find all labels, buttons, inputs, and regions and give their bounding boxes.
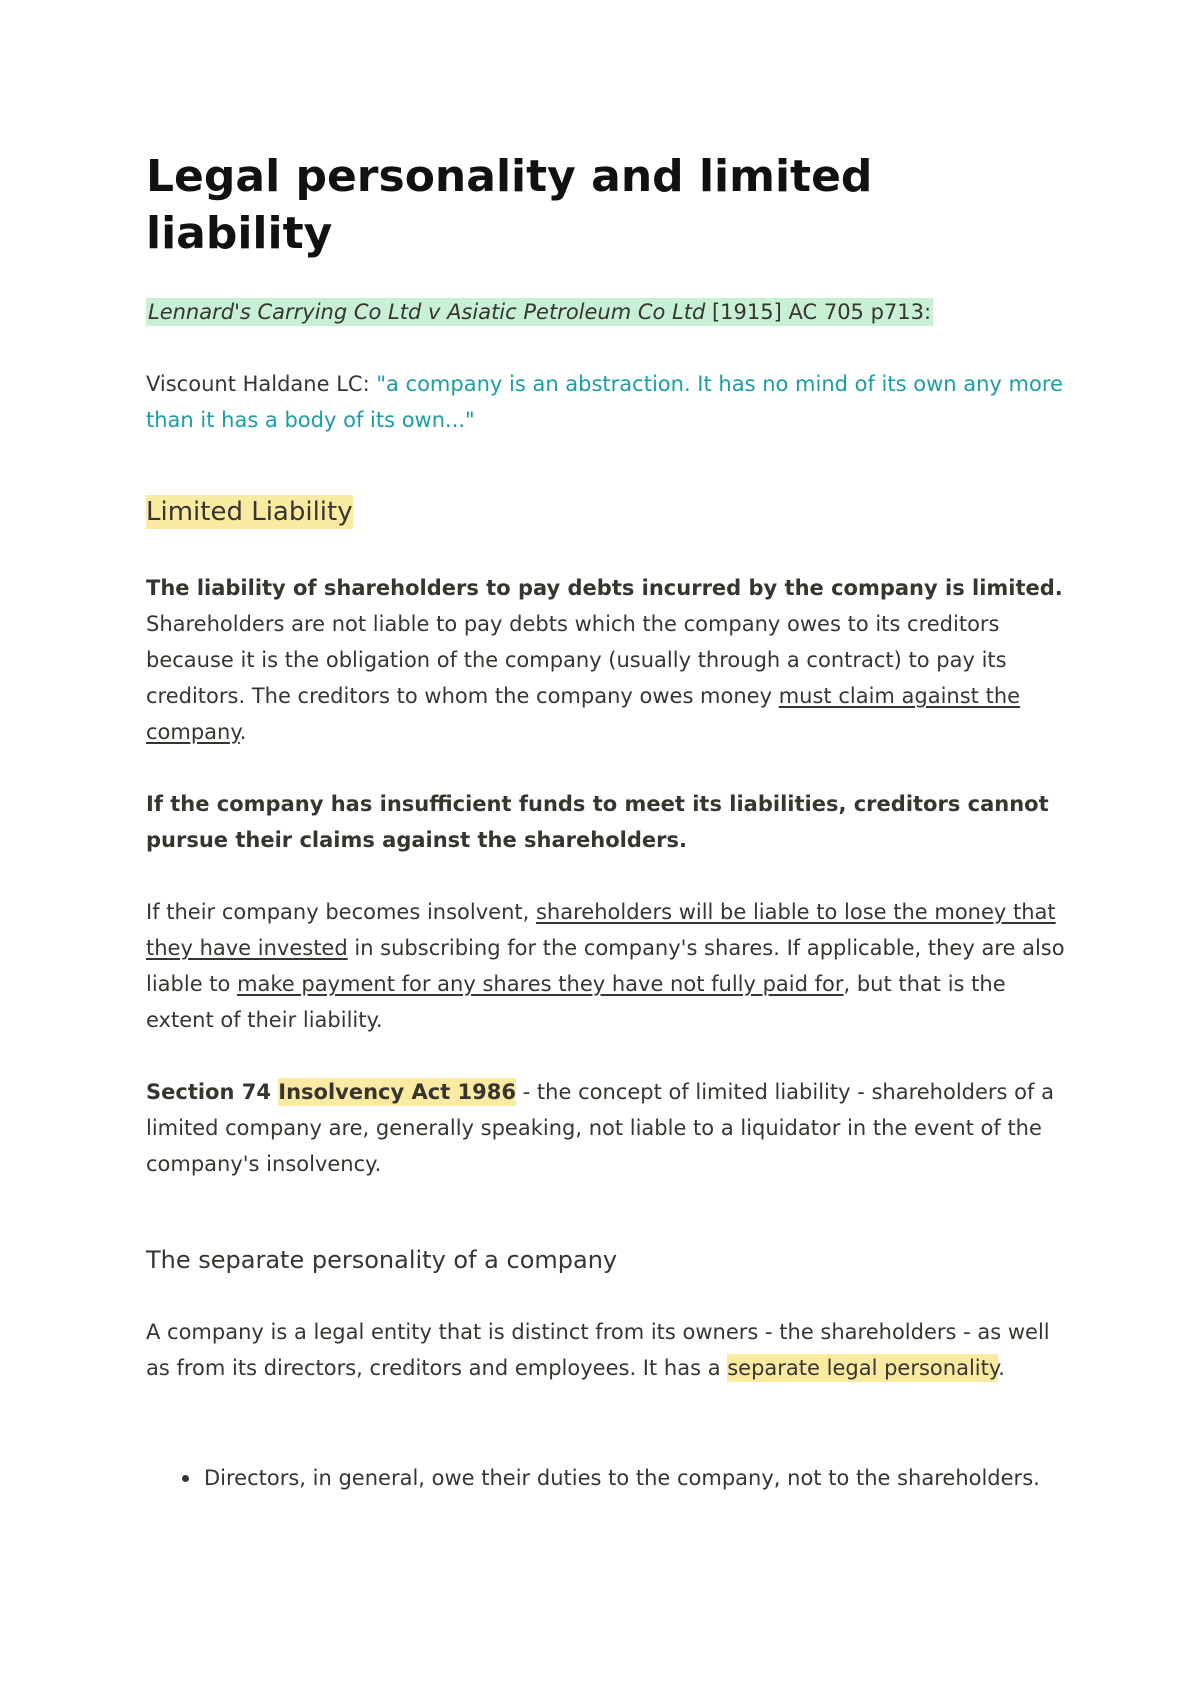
page-title: Legal personality and limited liability <box>146 151 873 259</box>
limited-p3-mid: in subscribing for the company's shares. If applicable, they are also liable to <box>146 936 1065 996</box>
list-item-text: Directors, in general, owe their duties to the company, not to the shareholders. <box>204 1466 1040 1490</box>
list-item <box>146 1460 1066 1496</box>
separate-p1-highlight: separate legal personality <box>727 1356 999 1380</box>
case-name: Lennard's Carrying Co Ltd v Asiatic Petroleum Co Ltd <box>148 300 706 324</box>
case-reference: [1915] AC 705 p713: <box>705 300 932 324</box>
limited-p4-text: - the concept of limited liability - shareholders of a limited company are, generally speaking, not liable to a liquidator in the event of the company's insolvency. <box>146 1080 1054 1176</box>
quote-text: "a company is an abstraction. It has no mind of its own any more than it has a body of its own..." <box>146 372 1063 432</box>
case-citation <box>146 294 1066 330</box>
limited-p4-highlight: Insolvency Act 1986 <box>278 1080 516 1104</box>
limited-p1-text: Shareholders are not liable to pay debts which the company owes to its creditors because it is the obligation of the company (usually through a contract) to pay its creditors. The creditors to whom the company owes money <box>146 612 1007 708</box>
limited-p1-end: . <box>239 720 247 744</box>
separate-p1-end: . <box>998 1356 1005 1380</box>
case-highlight <box>146 298 933 326</box>
limited-paragraph-4 <box>146 1074 1066 1182</box>
limited-paragraph-1 <box>146 570 1066 750</box>
limited-p1-underline: must claim against the company <box>146 684 1021 744</box>
separate-bullet-list <box>146 1460 1066 1496</box>
limited-p3-end: , but that is the extent of their liability. <box>146 972 1006 1032</box>
limited-p4-bold: Section 74 <box>146 1080 279 1104</box>
heading-separate-personality: The separate personality of a company <box>146 1246 618 1274</box>
limited-p3-start: If their company becomes insolvent, <box>146 900 536 924</box>
bullet-dot-icon <box>182 1475 189 1482</box>
limited-p3-underline-1: shareholders will be liable to lose the money that they have invested <box>146 900 1056 960</box>
heading-limited-liability-text: Limited Liability <box>146 497 353 527</box>
quote-speaker: Viscount Haldane LC: <box>146 372 377 396</box>
separate-paragraph-1 <box>146 1314 1066 1386</box>
heading-limited-liability <box>146 494 353 530</box>
limited-paragraph-2: If the company has insufficient funds to meet its liabilities, creditors cannot pursue their claims against the shareholders. <box>146 792 1049 852</box>
limited-p3-underline-2: make payment for any shares they have not fully paid for <box>237 972 844 996</box>
limited-p1-bold: The liability of shareholders to pay debts incurred by the company is limited. <box>146 576 1063 600</box>
limited-paragraph-3 <box>146 894 1066 1038</box>
haldane-quote <box>146 366 1066 438</box>
separate-p1-text: A company is a legal entity that is distinct from its owners - the shareholders - as well as from its directors, creditors and employees. It has a <box>146 1320 1050 1380</box>
